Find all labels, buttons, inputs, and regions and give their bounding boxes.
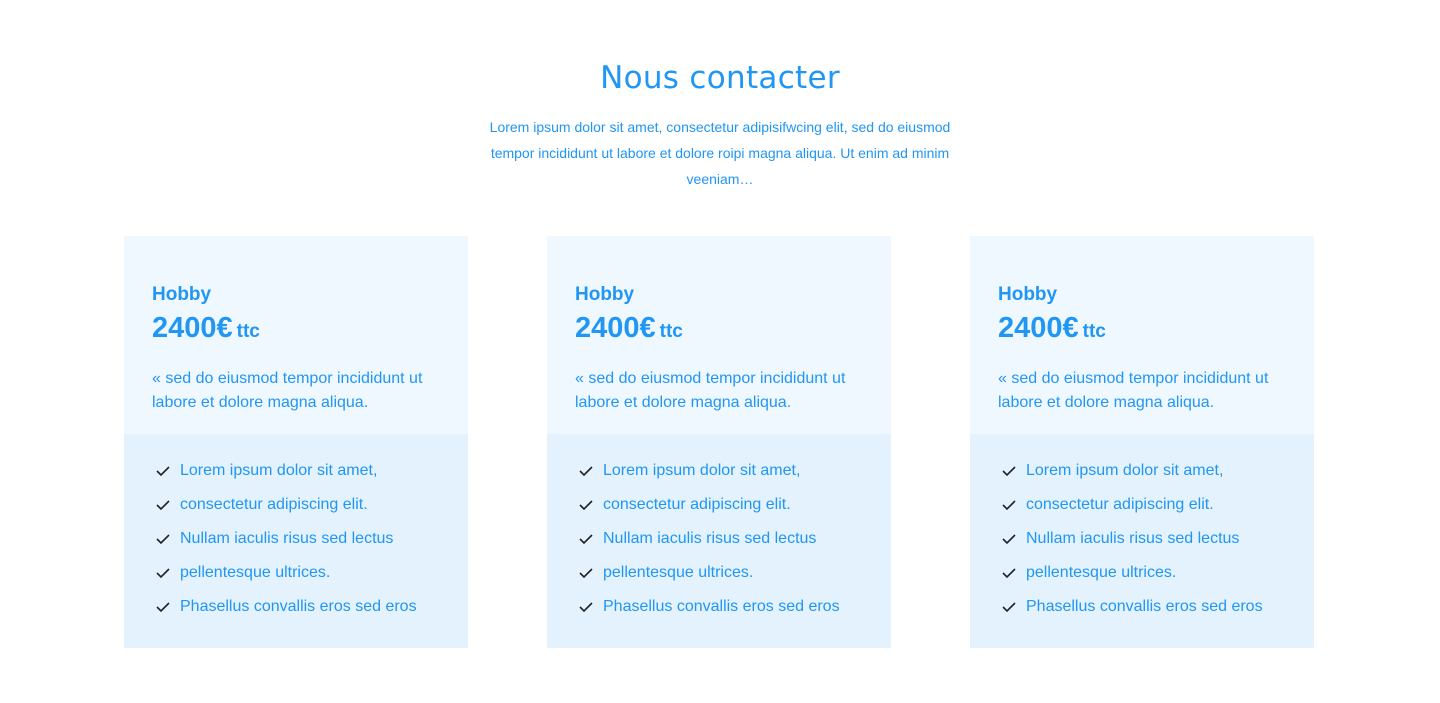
feature-list bbox=[152, 459, 417, 629]
card-header bbox=[970, 236, 1314, 434]
check-icon bbox=[156, 567, 170, 579]
plan-description: « sed do eiusmod tempor incididunt ut labore et dolore magna aliqua. bbox=[152, 370, 423, 411]
plan-description: « sed do eiusmod tempor incididunt ut labore et dolore magna aliqua. bbox=[575, 370, 846, 411]
feature-item bbox=[152, 595, 417, 629]
feature-item bbox=[575, 493, 840, 527]
feature-item bbox=[152, 561, 417, 595]
check-icon bbox=[156, 465, 170, 477]
pricing-card bbox=[547, 236, 891, 648]
feature-text: consectetur adipiscing elit. bbox=[1026, 496, 1214, 513]
feature-list bbox=[575, 459, 840, 629]
card-header bbox=[547, 236, 891, 434]
section-title: Nous contacter bbox=[600, 60, 840, 96]
check-icon bbox=[1002, 601, 1016, 613]
pricing-card bbox=[970, 236, 1314, 648]
feature-text: Phasellus convallis eros sed eros bbox=[603, 598, 840, 615]
feature-item bbox=[998, 561, 1263, 595]
feature-item bbox=[575, 527, 840, 561]
feature-item bbox=[998, 595, 1263, 629]
check-icon bbox=[156, 499, 170, 511]
plan-name: Hobby bbox=[575, 284, 635, 305]
feature-text: pellentesque ultrices. bbox=[180, 564, 331, 581]
card-header bbox=[124, 236, 468, 434]
feature-item bbox=[998, 459, 1263, 493]
feature-item bbox=[575, 561, 840, 595]
check-icon bbox=[1002, 567, 1016, 579]
price-unit: ttc bbox=[236, 321, 260, 342]
feature-item bbox=[152, 493, 417, 527]
section-intro: Lorem ipsum dolor sit amet, consectetur adipisifwcing elit, sed do eiusmod tempor incididunt ut labore et dolore roipi magna aliqua. Ut enim ad minim veeniam… bbox=[489, 119, 951, 187]
price-unit: ttc bbox=[659, 321, 683, 342]
feature-text: Phasellus convallis eros sed eros bbox=[1026, 598, 1263, 615]
plan-price bbox=[152, 310, 260, 351]
feature-text: Nullam iaculis risus sed lectus bbox=[603, 530, 817, 547]
feature-item bbox=[998, 493, 1263, 527]
check-icon bbox=[1002, 533, 1016, 545]
pricing-card bbox=[124, 236, 468, 648]
plan-name: Hobby bbox=[152, 284, 212, 305]
plan-price bbox=[575, 310, 683, 351]
plan-price bbox=[998, 310, 1106, 351]
feature-text: pellentesque ultrices. bbox=[1026, 564, 1177, 581]
feature-item bbox=[575, 595, 840, 629]
price-amount: 2400€ bbox=[998, 312, 1079, 344]
feature-text: Lorem ipsum dolor sit amet, bbox=[603, 462, 801, 479]
feature-text: consectetur adipiscing elit. bbox=[603, 496, 791, 513]
feature-text: consectetur adipiscing elit. bbox=[180, 496, 368, 513]
feature-item bbox=[152, 459, 417, 493]
feature-item bbox=[152, 527, 417, 561]
feature-item bbox=[998, 527, 1263, 561]
feature-text: pellentesque ultrices. bbox=[603, 564, 754, 581]
price-amount: 2400€ bbox=[575, 312, 656, 344]
feature-text: Phasellus convallis eros sed eros bbox=[180, 598, 417, 615]
check-icon bbox=[156, 601, 170, 613]
pricing-cards bbox=[124, 236, 1314, 648]
feature-text: Lorem ipsum dolor sit amet, bbox=[1026, 462, 1224, 479]
feature-text: Lorem ipsum dolor sit amet, bbox=[180, 462, 378, 479]
check-icon bbox=[579, 601, 593, 613]
check-icon bbox=[579, 499, 593, 511]
check-icon bbox=[156, 533, 170, 545]
price-unit: ttc bbox=[1082, 321, 1106, 342]
plan-description: « sed do eiusmod tempor incididunt ut labore et dolore magna aliqua. bbox=[998, 370, 1269, 411]
check-icon bbox=[1002, 499, 1016, 511]
check-icon bbox=[579, 465, 593, 477]
feature-text: Nullam iaculis risus sed lectus bbox=[180, 530, 394, 547]
feature-item bbox=[575, 459, 840, 493]
check-icon bbox=[1002, 465, 1016, 477]
check-icon bbox=[579, 533, 593, 545]
check-icon bbox=[579, 567, 593, 579]
feature-text: Nullam iaculis risus sed lectus bbox=[1026, 530, 1240, 547]
feature-list bbox=[998, 459, 1263, 629]
price-amount: 2400€ bbox=[152, 312, 233, 344]
plan-name: Hobby bbox=[998, 284, 1058, 305]
